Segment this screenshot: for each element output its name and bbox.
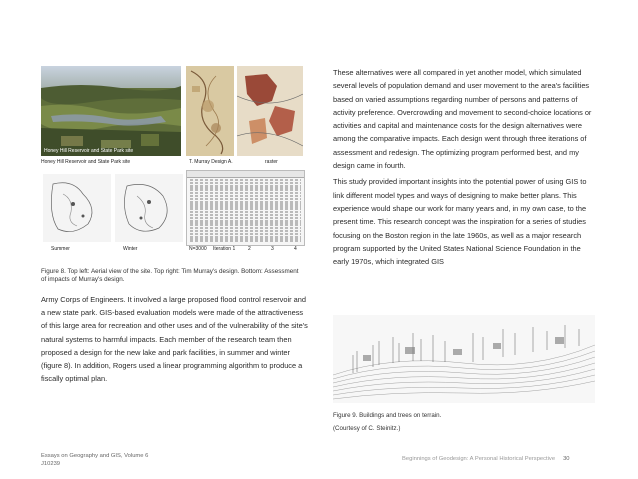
page-number: 30 (563, 456, 570, 462)
right-paragraph-2: This study provided important insights into the potential power of using GIS to link different model types and ways of designing to make better plans. This experience would shape our work for many years and, in my own case, to the present time. This research concept was the inspiration for a series of studies focusing on the Boston region in the late 1960s, as well as a major research program supported by the United States National Science Foundation in the early 1970s, which integrated GIS (333, 177, 587, 267)
right-paragraph-1: These alternatives were all compared in yet another model, which simulated several levels of population demand and user movement to the area's facilities based on varied assumptions regarding number of persons and patterns of activity preference. Overcrowding and movement to second-choice locations or activities and capital and maintenance costs for the design alternatives were among the comparative impacts. Each design went through three iterations of assessment and redesign. The optimizing program performed best, and my design came in fourth. (333, 68, 592, 171)
figure-8-caption: Figure 8. Top left: Aerial view of the site. Top right: Tim Murray's design. Bottom: Assessment of impacts of Murray's design. (41, 268, 299, 284)
n-label: N=3000 (189, 246, 207, 252)
aerial-photo (41, 66, 181, 156)
iteration-label-4: 4 (294, 246, 297, 252)
iteration-label-1: Iteration 1 (213, 246, 236, 252)
photo-caption-label: Honey Hill Reservoir and State Park site (41, 159, 131, 165)
footer-right (402, 456, 570, 462)
iteration-label-3: 3 (271, 246, 274, 252)
raster-map (237, 66, 303, 156)
iteration-label-2: 2 (248, 246, 251, 252)
design-label: T. Murray Design A. (189, 159, 233, 165)
book-title: Essays on Geography and GIS, Volume 6 (41, 453, 149, 459)
design-map (186, 66, 234, 156)
winter-sketch (115, 174, 183, 242)
left-paragraph: Army Corps of Engineers. It involved a large proposed flood control reservoir and a new state park. GIS-based evaluation models were made of the attractiveness of this large area for recreation and other uses and of the vulnerability of the site's natural systems to harmful impacts. Each member of the research team then proposed a design for the new lake and park facilities, in summer and winter (figure 8). In addition, Rogers used a linear programming algorithm to produce a fiscally optimal plan. (41, 295, 308, 384)
figure-9-caption-block (333, 409, 595, 435)
figure-9-image (333, 315, 595, 403)
book-code: J10239 (41, 461, 61, 467)
figure-9-caption: Figure 9. Buildings and trees on terrain. (333, 412, 442, 419)
summer-label: Summer (51, 246, 70, 252)
summer-sketch (43, 174, 111, 242)
footer-left (41, 452, 148, 468)
winter-label: Winter (123, 246, 138, 252)
photo-label: Honey Hill Reservoir and State Park site (44, 148, 134, 154)
raster-label: raster (265, 159, 278, 165)
figure-8 (41, 66, 303, 262)
assessment-table (186, 170, 305, 246)
left-column-text (41, 293, 311, 385)
chapter-title: Beginnings of Geodesign: A Personal Historical Perspective (402, 456, 556, 462)
figure-9-credit: (Courtesy of C. Steinitz.) (333, 425, 401, 432)
right-column-text (333, 66, 595, 268)
